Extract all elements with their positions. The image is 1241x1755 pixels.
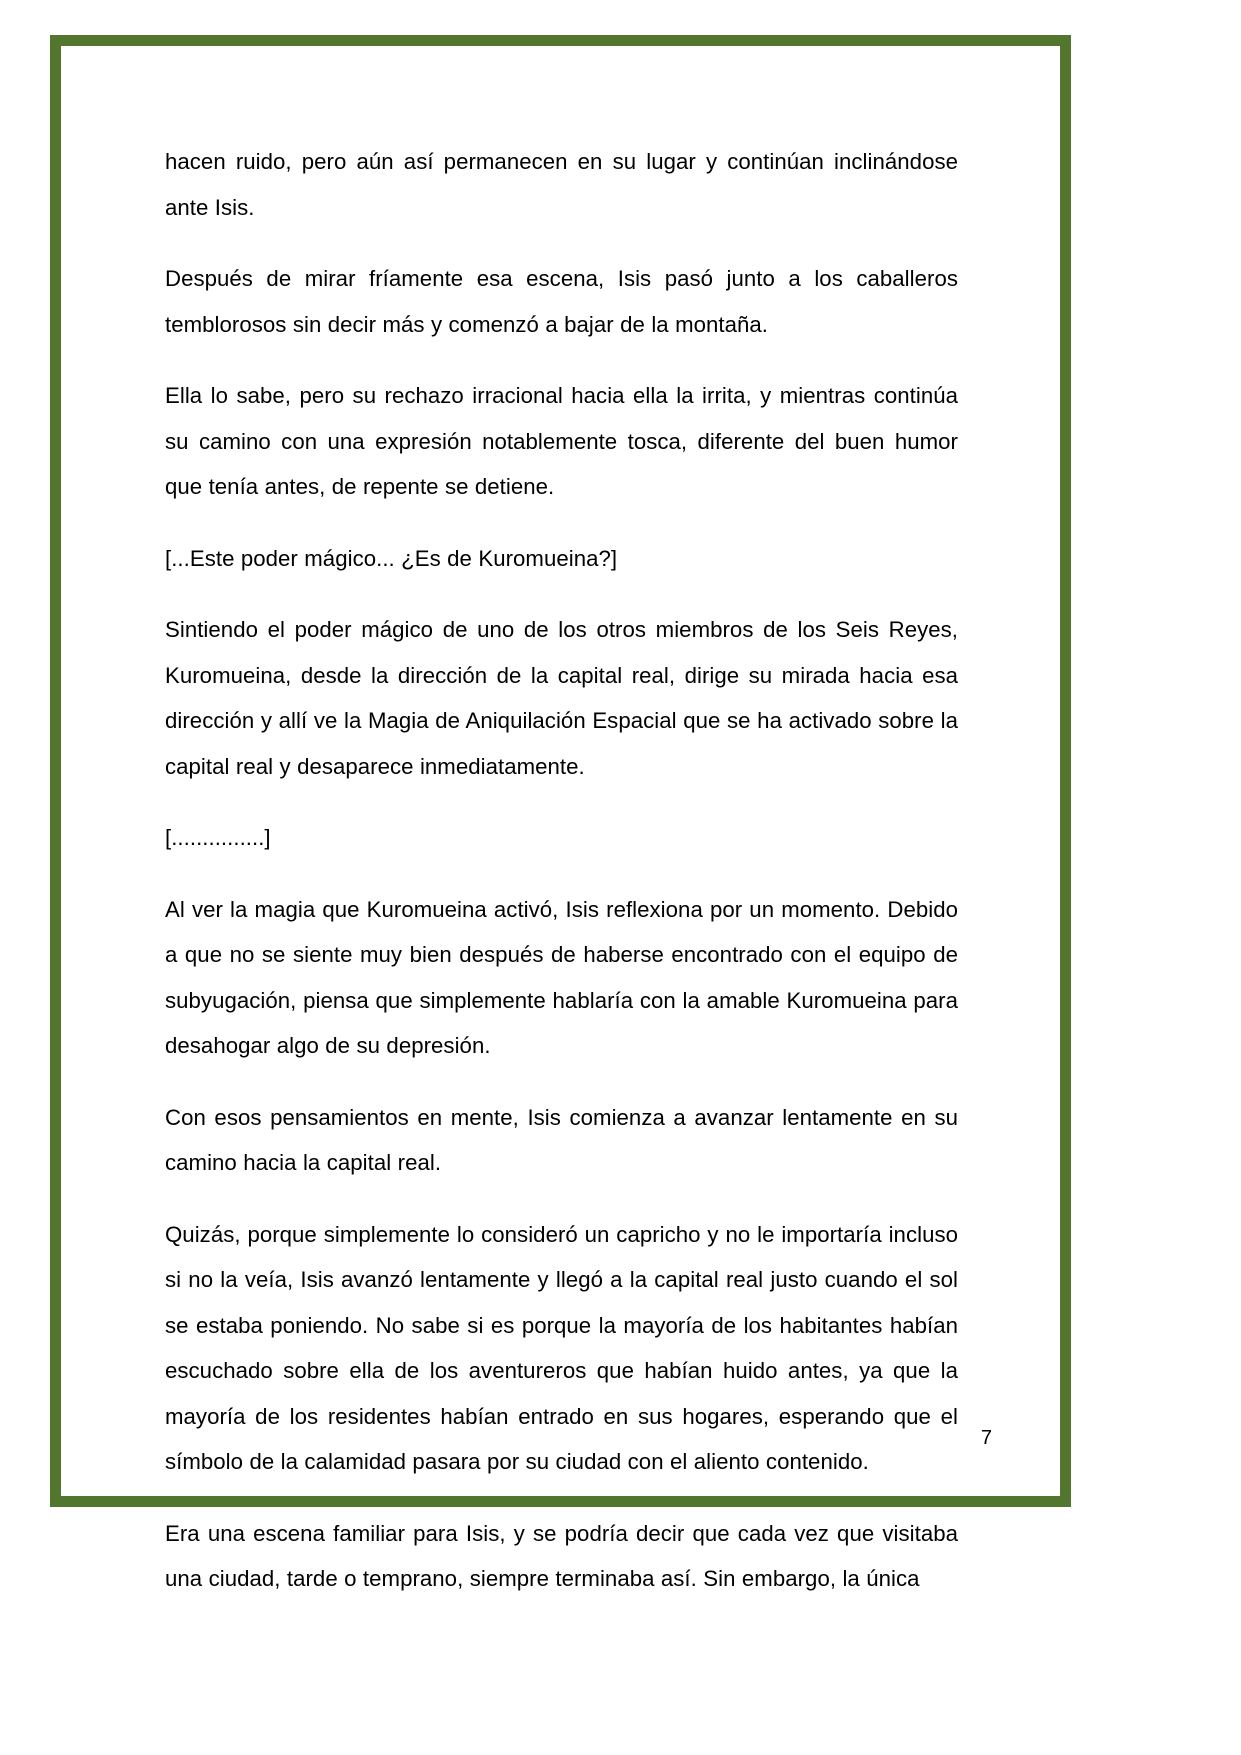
paragraph: Con esos pensamientos en mente, Isis comienza a avanzar lentamente en su camino hacia la capital real. — [165, 1104, 958, 1175]
paragraph-bracket-ellipsis: [...............] — [165, 825, 271, 850]
paragraph: Sintiendo el poder mágico de uno de los otros miembros de los Seis Reyes, Kuromueina, desde la dirección de la capital real, dirige su mirada hacia esa dirección y allí ve la Magia de Aniquilación Espacial que se ha activado sobre la capital real y desaparece inmediatamente. — [165, 617, 958, 779]
paragraph: Quizás, porque simplemente lo consideró un capricho y no le importaría incluso si no la veía, Isis avanzó lentamente y llegó a la capital real justo cuando el sol se estaba poniendo. No sabe si es porque la mayoría de los habitantes habían escuchado sobre ella de los aventureros que habían huido antes, ya que la mayoría de los residentes habían entrado en sus hogares, esperando que el símbolo de la calamidad pasara por su ciudad con el aliento contenido. — [165, 1221, 958, 1474]
paragraph: Después de mirar fríamente esa escena, Isis pasó junto a los caballeros temblorosos sin decir más y comenzó a bajar de la montaña. — [165, 266, 958, 337]
paragraph-bracket-thought: [...Este poder mágico... ¿Es de Kuromueina?] — [165, 545, 618, 571]
page-number: 7 — [980, 1427, 992, 1449]
green-page-border — [50, 35, 1071, 1591]
body-text-column — [165, 139, 958, 1628]
paragraph: Ella lo sabe, pero su rechazo irracional hacia ella la irrita, y mientras continúa su camino con una expresión notablemente tosca, diferente del buen humor que tenía antes, de repente se detiene. — [165, 383, 958, 499]
paragraph: hacen ruido, pero aún así permanecen en su lugar y continúan inclinándose ante Isis. — [165, 149, 958, 220]
paragraph: Era una escena familiar para Isis, y se podría decir que cada vez que visitaba una ciudad, tarde o temprano, siempre terminaba así. Sin embargo, la única — [165, 1520, 958, 1591]
paragraph: Al ver la magia que Kuromueina activó, Isis reflexiona por un momento. Debido a que no se siente muy bien después de haberse encontrado con el equipo de subyugación, piensa que simplemente hablaría con la amable Kuromueina para desahogar algo de su depresión. — [165, 896, 958, 1058]
page-content-area — [61, 46, 1060, 1591]
